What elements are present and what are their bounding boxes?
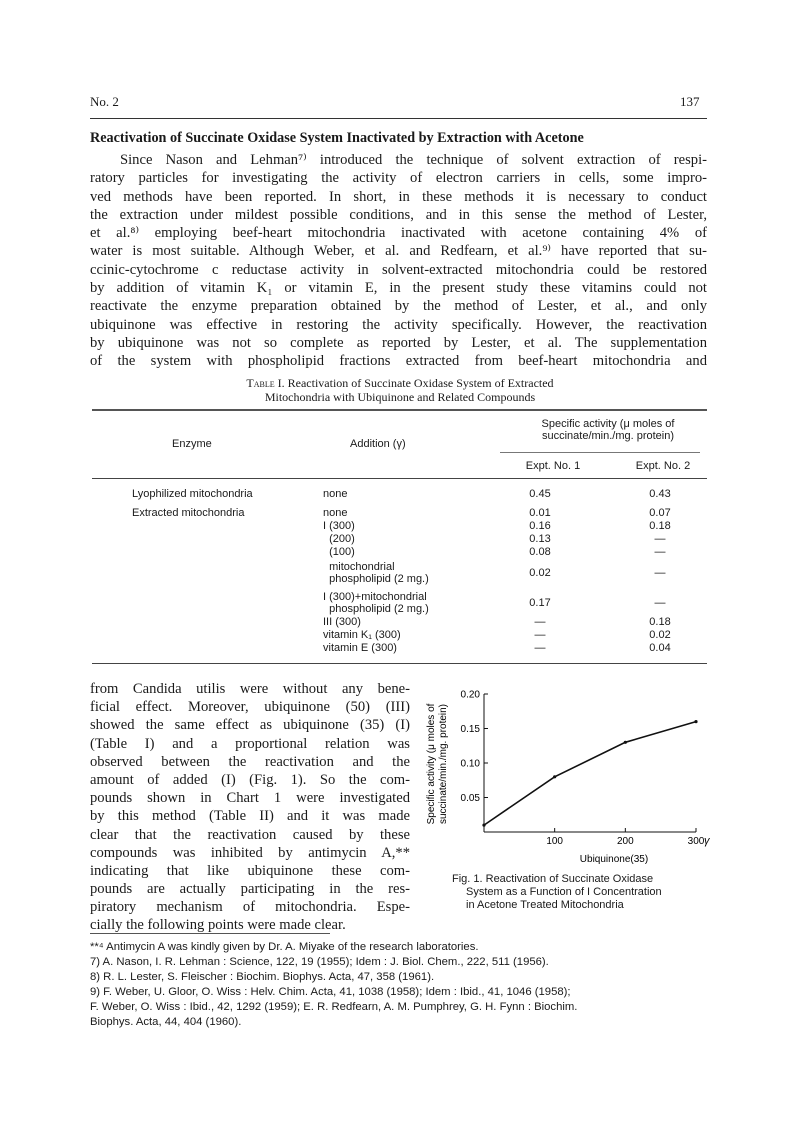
x-tick-label: 200	[616, 836, 634, 847]
activity-series-line	[484, 722, 696, 826]
column-header-activity-line-2: succinate/min./mg. protein)	[541, 430, 675, 442]
table-cell-e2: 0.18	[649, 616, 671, 628]
footnote-rule	[90, 933, 330, 934]
body-line: ficial effect. Moreover, ubiquinone (50) (III)	[90, 699, 410, 716]
body-line: water is most suitable. Although Weber, et al. and Redfearn, et al.⁹⁾ have reported that su-	[90, 243, 707, 260]
column-header-activity	[508, 418, 708, 442]
table-caption	[180, 376, 620, 404]
table-cell-addition: mitochondrial phospholipid (2 mg.)	[329, 561, 429, 585]
body-line: reactivate the enzyme preparation obtained by the method of Lester, et al., and only	[90, 298, 707, 315]
column-header-activity-line-1: Specific activity (μ moles of	[541, 418, 675, 430]
y-axis-label-line-1: Specific activity (μ moles of	[426, 703, 437, 825]
body-line: cially the following points were made clear.	[90, 917, 346, 934]
table-cell-e2: —	[654, 597, 666, 609]
journal-issue-number: No. 2	[90, 94, 119, 109]
body-line: (Table I) and a proportional relation was	[90, 735, 410, 752]
table-cell-e2: —	[654, 567, 666, 579]
table-cell-addition: III (300)	[323, 616, 361, 628]
body-line: by addition of vitamin K₁ or vitamin E, in the present study these vitamins could not	[90, 280, 707, 297]
column-header-addition: Addition (γ)	[350, 438, 406, 450]
x-axis-unit: γ	[704, 835, 710, 847]
table-cell-addition: none	[323, 488, 348, 500]
table-cell-e1: 0.13	[529, 533, 551, 545]
body-line: ccinic-cytochrome c reductase activity in solvent-extracted mitochondria could be restored	[90, 261, 707, 278]
table-header-rule	[92, 478, 707, 479]
chart-axes	[484, 694, 696, 832]
body-line: by ubiquinone was not so complete as reported by Lester, et al. The supplementation	[90, 334, 707, 351]
body-line: ubiquinone was effective in restoring the activity specifically. However, the reactivation	[90, 316, 707, 333]
column-header-enzyme: Enzyme	[172, 438, 212, 450]
table-cell-enzyme: Lyophilized mitochondria	[132, 488, 253, 500]
x-axis-ticks	[546, 828, 704, 847]
figure-1-chart	[420, 684, 720, 874]
x-axis-label: Ubiquinone(35)	[579, 854, 649, 865]
table-caption-line-1: Reactivation of Succinate Oxidase System of Extracted	[287, 376, 554, 390]
body-line: et al.⁸⁾ employing beef-heart mitochondria inactivated with acetone containing 4% of	[90, 225, 707, 242]
table-bottom-rule	[92, 663, 707, 664]
body-line: the extraction under mildest possible conditions, and in this sense the method of Lester,	[90, 206, 707, 223]
table-cell-e1: 0.08	[529, 546, 551, 558]
table-caption-line-2: Mitochondria with Ubiquinone and Related Compounds	[264, 390, 536, 404]
figure-caption-line-2: System as a Function of I Concentration	[466, 886, 662, 898]
y-tick-label: 0.20	[460, 689, 480, 701]
reference-9: 9) F. Weber, U. Gloor, O. Wiss : Helv. Chim. Acta, 41, 1038 (1958); Idem : Ibid., 41, 1046 (1958);	[90, 986, 571, 998]
table-cell-e1: 0.02	[529, 567, 551, 579]
reference-7: 7) A. Nason, I. R. Lehman : Science, 122, 19 (1955); Idem : J. Biol. Chem., 222, 511 (1956).	[90, 956, 549, 968]
body-line: clear that the reactivation caused by these	[90, 826, 410, 843]
table-cell-e2: 0.02	[649, 629, 671, 641]
reference-9-continued: F. Weber, O. Wiss : Ibid., 42, 1292 (1959); E. R. Redfearn, A. M. Pumphrey, G. H. Fynn : Biochim.	[90, 1001, 578, 1013]
data-point	[553, 775, 556, 778]
table-cell-addition: none	[323, 507, 348, 519]
table-cell-e2: —	[654, 533, 666, 545]
table-cell-e1: —	[534, 629, 546, 641]
table-cell-e2: 0.07	[649, 507, 671, 519]
reference-9-continued: Biophys. Acta, 44, 404 (1960).	[90, 1016, 242, 1028]
figure-caption	[452, 873, 712, 912]
table-cell-addition: vitamin E (300)	[323, 642, 397, 654]
left-column-paragraph	[90, 680, 410, 935]
body-paragraph	[90, 151, 707, 371]
figure-caption-line-1: Fig. 1. Reactivation of Succinate Oxidase	[452, 873, 654, 885]
x-tick-label: 300	[687, 836, 705, 847]
table-cell-e1: —	[534, 642, 546, 654]
column-header-expt-1: Expt. No. 1	[525, 460, 581, 472]
body-line: ratory particles for investigating the activity of electron carriers in cells, some impro-	[90, 170, 707, 187]
body-line: amount of added (I) (Fig. 1). So the com-	[90, 771, 410, 788]
body-line: compounds was inhibited by antimycin A,**	[90, 844, 410, 861]
header-rule	[90, 118, 707, 119]
section-title: Reactivation of Succinate Oxidase System Inactivated by Extraction with Acetone	[90, 130, 584, 146]
body-line	[90, 680, 410, 698]
reference-8: 8) R. L. Lester, S. Fleischer : Biochim. Biophys. Acta, 47, 358 (1961).	[90, 971, 435, 983]
footnotes	[90, 940, 707, 1030]
body-line: by this method (Table II) and it was made	[90, 808, 410, 825]
table-cell-e1: —	[534, 616, 546, 628]
table-cell-e1: 0.45	[529, 488, 551, 500]
data-point	[694, 720, 697, 723]
table-cell-addition: (200)	[323, 533, 355, 545]
body-line: observed between the reactivation and the	[90, 753, 410, 770]
body-line: ved methods have been reported. In short, in these methods it is necessary to conduct	[90, 188, 707, 205]
table-top-rule	[92, 409, 707, 411]
table-subheader-rule	[500, 452, 700, 453]
figure-caption-line-3: in Acetone Treated Mitochondria	[466, 899, 624, 911]
table-cell-enzyme: Extracted mitochondria	[132, 507, 245, 519]
series-points	[482, 720, 697, 827]
table-cell-e1: 0.16	[529, 520, 551, 532]
body-line-text: from Candida utilis were without any bene-	[90, 681, 410, 697]
table-cell-addition: vitamin K₁ (300)	[323, 629, 401, 641]
page-number: 137	[680, 94, 700, 109]
y-axis-label-line-2: succinate/min./mg. protein)	[438, 703, 449, 825]
table-cell-e1: 0.01	[529, 507, 551, 519]
x-tick-label: 100	[546, 836, 564, 847]
body-line: Since Nason and Lehman⁷⁾ introduced the technique of solvent extraction of respi-	[120, 152, 707, 168]
data-point	[624, 741, 627, 744]
footnote-antimycin: **⁴ Antimycin A was kindly given by Dr. A. Miyake of the research laboratories.	[90, 941, 479, 953]
table-cell-e2: 0.04	[649, 642, 671, 654]
column-header-expt-2: Expt. No. 2	[635, 460, 691, 472]
table-caption-label: Table I.	[246, 376, 285, 390]
table-cell-addition: I (300)	[323, 520, 355, 532]
table-cell-e2: 0.43	[649, 488, 671, 500]
y-tick-label: 0.10	[460, 758, 480, 770]
body-line: pounds shown in Chart 1 were investigated	[90, 790, 410, 807]
table-cell-e1: 0.17	[529, 597, 551, 609]
y-tick-label: 0.05	[460, 793, 480, 804]
body-line: of the system with phospholipid fractions extracted from beef-heart mitochondria and	[90, 353, 707, 370]
body-line: piratory mechanism of mitochondria. Espe-	[90, 899, 410, 916]
body-line: pounds are actually participating in the res-	[90, 881, 410, 898]
table-cell-addition: (100)	[323, 546, 355, 558]
data-point	[482, 824, 485, 827]
table-cell-e2: 0.18	[649, 520, 671, 532]
body-line: showed the same effect as ubiquinone (35) (I)	[90, 717, 410, 734]
table-cell-addition: I (300)+mitochondrial phospholipid (2 mg.)	[323, 591, 429, 615]
y-tick-label: 0.15	[460, 724, 480, 735]
table-cell-e2: —	[654, 546, 666, 558]
body-line: indicating that like ubiquinone these com-	[90, 862, 410, 879]
